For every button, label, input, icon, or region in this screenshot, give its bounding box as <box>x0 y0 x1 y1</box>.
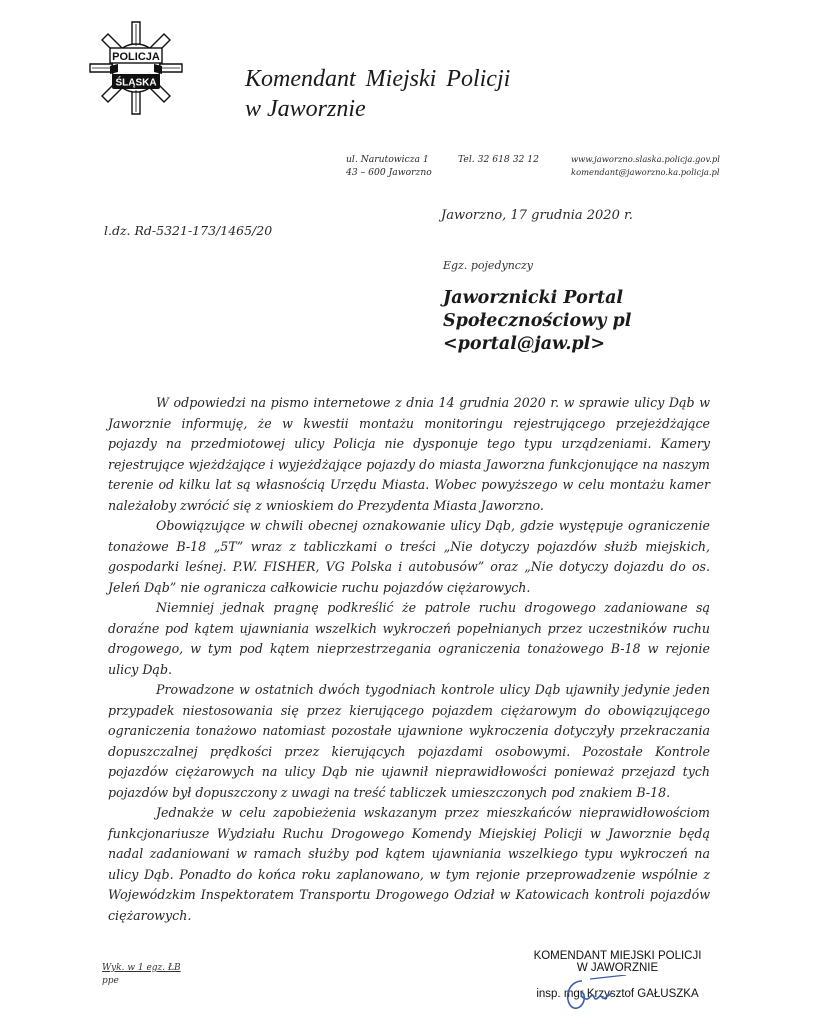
recipient-email: <portal@jaw.pl> <box>443 334 605 354</box>
paragraph: Prowadzone w ostatnich dwóch tygodniach kontrole ulicy Dąb ujawniły jedynie jeden przypadek niestosowania się przez kierującego pojazdem ciężarowym do obowiązującego ograniczenia tonażowo natomiast pozostałe ujawnione wykroczenia dotyczyły przekraczania dopuszczalnej prędkości przez kierujących pojazdami osobowymi. Pozostałe Kontrole pojazdów ciężarowych na ulicy Dąb nie ujawnił nieprawidłowości ponieważ przejazd tych pojazdów był dopuszczony z uwagi na treść tabliczek umieszczonych pod znakiem B-18. <box>108 682 710 800</box>
address-line2: 43 – 600 Jaworzno <box>346 167 432 178</box>
email-link[interactable]: komendant@jaworzno.ka.policja.pl <box>571 167 720 177</box>
police-badge-logo <box>88 20 184 116</box>
issuer-title <box>245 64 510 124</box>
signature-title-line2: W JAWORZNIE <box>576 962 659 974</box>
reference-number: l.dz. Rd-5321-173/1465/20 <box>104 223 273 238</box>
place-date: Jaworzno, 17 grudnia 2020 r. <box>441 208 633 223</box>
website-link[interactable]: www.jaworzno.slaska.policja.gov.pl <box>571 154 720 164</box>
paragraph: Obowiązujące w chwili obecnej oznakowanie ulicy Dąb, gdzie występuje ograniczenie tonażowe B-18 „5T” wraz z tabliczkami o treści „Nie dotyczy pojazdów służb miejskich, gospodarki leśnej. P.W. FISHER, VG Polska i autobusów” oraz „Nie dotyczy dojazdu do os. Jeleń Dąb” nie ogranicza całkowicie ruchu pojazdów ciężarowych. <box>108 518 710 595</box>
svg-text:ŚLĄSKA: ŚLĄSKA <box>115 77 157 89</box>
recipient-line1: Jaworznicki Portal <box>443 288 624 308</box>
signatory-name: insp. mgr Krzysztof GAŁUSZKA <box>536 988 699 1000</box>
issuer-title-line1: Komendant Miejski Policji <box>245 66 511 92</box>
paragraph: Jednakże w celu zapobieżenia wskazanym przez mieszkańców nieprawidłowościom funkcjonariusze Wydziału Ruchu Drogowego Komendy Miejskiej Policji w Jaworznie będą nadal zadaniowani w ramach służby pod kątem ujawniania wszelkiego typu wykroczeń na ulicy Dąb. Ponadto do końca roku zaplanowano, w tym rejonie przeprowadzenie wspólnie z Wojewódzkim Inspektoratem Transportu Drogowego Odział w Katowicach kontroli pojazdów ciężarowych. <box>108 805 710 923</box>
copy-note: Egz. pojedynczy <box>443 259 533 272</box>
contact-address <box>346 153 432 179</box>
footnote <box>102 962 181 988</box>
contact-phone: Tel. 32 618 32 12 <box>458 154 539 165</box>
footnote-line1: Wyk. w 1 egz. ŁB <box>102 963 181 973</box>
paragraph: W odpowiedzi na pismo internetowe z dnia 14 grudnia 2020 r. w sprawie ulicy Dąb w Jaworznie informuję, że w kwestii montażu monitoringu rejestrującego przejeżdżające pojazdy na przedmiotowej ulicy Policja nie dysponuje tego typu urządzeniami. Kamery rejestrujące wjeżdżające i wyjeżdżające pojazdy do miasta Jaworzna funkcjonujące na naszym terenie od kilku lat są własnością Urzędu Miasta. Wobec powyższego w celu montażu kamer należałoby zwrócić się z wnioskiem do Prezydenta Miasta Jaworzno. <box>108 395 710 513</box>
svg-text:POLICJA: POLICJA <box>112 51 160 63</box>
letter-body <box>108 393 710 926</box>
contact-online <box>571 153 720 179</box>
issuer-title-line2: w Jaworznie <box>245 96 366 122</box>
address-line1: ul. Narutowicza 1 <box>346 154 429 165</box>
signature-title-line1: KOMENDANT MIEJSKI POLICJI <box>533 950 702 962</box>
recipient-block <box>443 287 631 356</box>
footnote-line2: ppe <box>102 976 119 986</box>
recipient-line2: Społecznościowy pl <box>443 311 632 331</box>
police-star-icon <box>88 20 184 116</box>
paragraph: Niemniej jednak pragnę podkreślić że patrole ruchu drogowego zadaniowane są doraźne pod kątem ujawniania wszelkich wykroczeń popełnianych przez uczestników ruchu drogowego, w tym pod kątem nieprzestrzegania ograniczenia tonażowego B-18 w rejonie ulicy Dąb. <box>108 600 710 677</box>
handwritten-signature-icon <box>560 975 630 1015</box>
